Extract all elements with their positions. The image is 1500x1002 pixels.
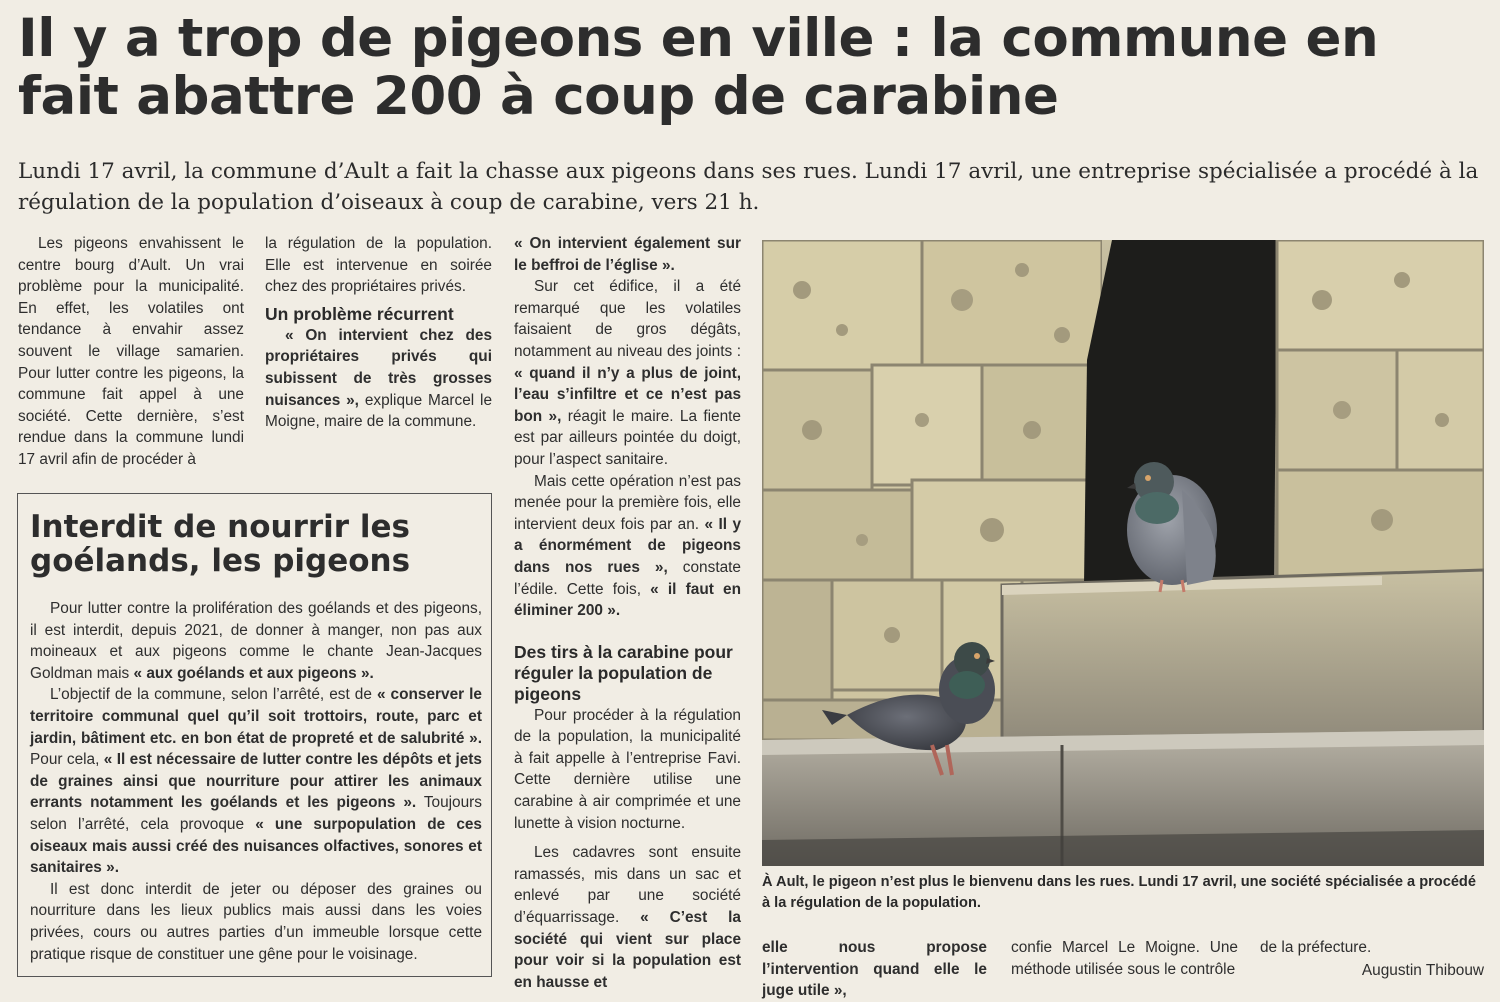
text: explique Marcel le Moigne, maire de la commune. xyxy=(265,391,492,431)
paragraph xyxy=(30,684,482,878)
paragraph: confie Marcel Le Moigne. Une méthode utilisée sous le contrôle xyxy=(1011,939,1238,978)
right-stones xyxy=(1277,240,1484,580)
paragraph: Il est donc interdit de jeter ou déposer des graines ou nourriture dans les lieux publics mais aussi dans les voies privées, cours ou autres parties d’un immeuble lorsque cette pratique risque de constituer une gêne pour le voisinage. xyxy=(30,880,482,963)
quote: « il faut en éliminer 200 ». xyxy=(514,580,741,620)
quote: « quand il n’y a plus de joint, l’eau s’infiltre et ce n’est pas bon », xyxy=(514,364,741,425)
quote: « Il y a énormément de pigeons dans nos rues », xyxy=(514,515,741,576)
sidebar-box xyxy=(17,493,492,977)
article-column-1 xyxy=(18,233,244,471)
subheading: Un problème récurrent xyxy=(265,303,454,324)
photo-pigeons-on-stone-wall xyxy=(762,240,1484,866)
bottom-column-2 xyxy=(1011,937,1238,980)
author-signature: Augustin Thibouw xyxy=(1361,962,1484,979)
bottom-column-1 xyxy=(762,937,987,1002)
text: Mais cette opération n’est pas menée pour la première fois, elle intervient deux fois par an. xyxy=(514,472,741,533)
quote: « une surpopulation de ces oiseaux mais aussi créé des nuisances olfactives, sonores et sanitaires ». xyxy=(30,815,482,877)
paragraph xyxy=(30,598,482,684)
paragraph: de la préfecture. xyxy=(1260,939,1372,956)
quote: « On intervient chez des propriétaires privés qui subissent de très grosses nuisances », xyxy=(265,326,492,409)
paragraph xyxy=(265,325,492,433)
paragraph xyxy=(514,233,741,276)
text: réagit le maire. La fiente est par ailleurs pointée du doigt, pour l’aspect sanitaire. xyxy=(514,407,741,468)
paragraph xyxy=(514,276,741,470)
quote: « On intervient également sur le beffroi de l’église ». xyxy=(514,235,741,274)
quote: « aux goélands et aux pigeons ». xyxy=(133,664,374,682)
paragraph xyxy=(514,842,741,993)
paragraph xyxy=(514,471,741,622)
quote: « conserver le territoire communal quel qu’il soit trottoirs, route, parc et jardin, bâtiment etc. en bon état de propreté et de salubrité ». xyxy=(30,686,482,747)
paragraph: Les pigeons envahissent le centre bourg d’Ault. Un vrai problème pour la municipalité. En effet, les volatiles ont tendance à envahir assez souvent le village samarien. Pour lutter contre les pigeons, la commune fait appel à une société. Cette dernière, s’est rendue dans la commune lundi 17 avril afin de procéder à xyxy=(18,235,244,468)
bottom-column-3 xyxy=(1260,937,1484,959)
text: Pour cela, xyxy=(30,751,104,769)
headline: Il y a trop de pigeons en ville : la commune en fait abattre 200 à coup de carabine xyxy=(18,8,1379,127)
quote: « Il est nécessaire de lutter contre les dépôts et jets de graines ainsi que nourriture pour attirer les animaux errants notamment les goélands et les pigeons ». xyxy=(30,751,482,812)
text: L’objectif de la commune, selon l’arrêté, est de xyxy=(50,686,377,704)
article-column-3 xyxy=(514,233,741,993)
lead-paragraph: Lundi 17 avril, la commune d’Ault a fait la chasse aux pigeons dans ses rues. Lundi 17 avril, une entreprise spécialisée a procédé à la régulation de la population d’oiseaux à coup de carabine, vers 21 h. xyxy=(18,159,1479,215)
sill-block xyxy=(1002,570,1484,745)
box-title: Interdit de nourrir les goélands, les pigeons xyxy=(30,509,411,579)
paragraph xyxy=(762,937,987,1002)
article-column-2 xyxy=(265,233,492,433)
quote: « C’est la société qui vient sur place pour voir si la population est en hausse et xyxy=(514,909,741,991)
text: Toujours selon l’arrêté, cela provoque xyxy=(30,794,483,833)
paragraph: Pour procéder à la régulation de la population, la municipalité à fait appelle à l’entreprise Favi. Cette dernière utilise une carabine à air comprimée et une lunette à vision nocturne. xyxy=(514,706,741,832)
paragraph: la régulation de la population. Elle est intervenue en soirée chez des propriétaires privés. xyxy=(265,235,492,296)
text: Les cadavres sont ensuite ramassés, mis dans un sac et enlevé par une société d’équarrissage. xyxy=(514,844,741,927)
photo-caption: À Ault, le pigeon n’est plus le bienvenu dans les rues. Lundi 17 avril, une société spécialisée a procédé à la régulation de la population. xyxy=(762,874,1476,911)
box-body xyxy=(30,598,482,965)
text: constate l’édile. Cette fois, xyxy=(514,558,741,598)
quote: elle nous propose l’intervention quand elle le juge utile », xyxy=(762,939,987,1000)
subheading: Des tirs à la carabine pour réguler la population de pigeons xyxy=(514,641,733,704)
text: Sur cet édifice, il a été remarqué que les volatiles faisaient de gros dégâts, notamment au niveau des joints : xyxy=(514,278,741,360)
text: Pour lutter contre la prolifération des goélands et des pigeons, il est interdit, depuis 2021, de donner à manger, non pas aux moineaux et aux pigeons comme le chante Jean-Jacques Goldman mais xyxy=(30,600,482,682)
